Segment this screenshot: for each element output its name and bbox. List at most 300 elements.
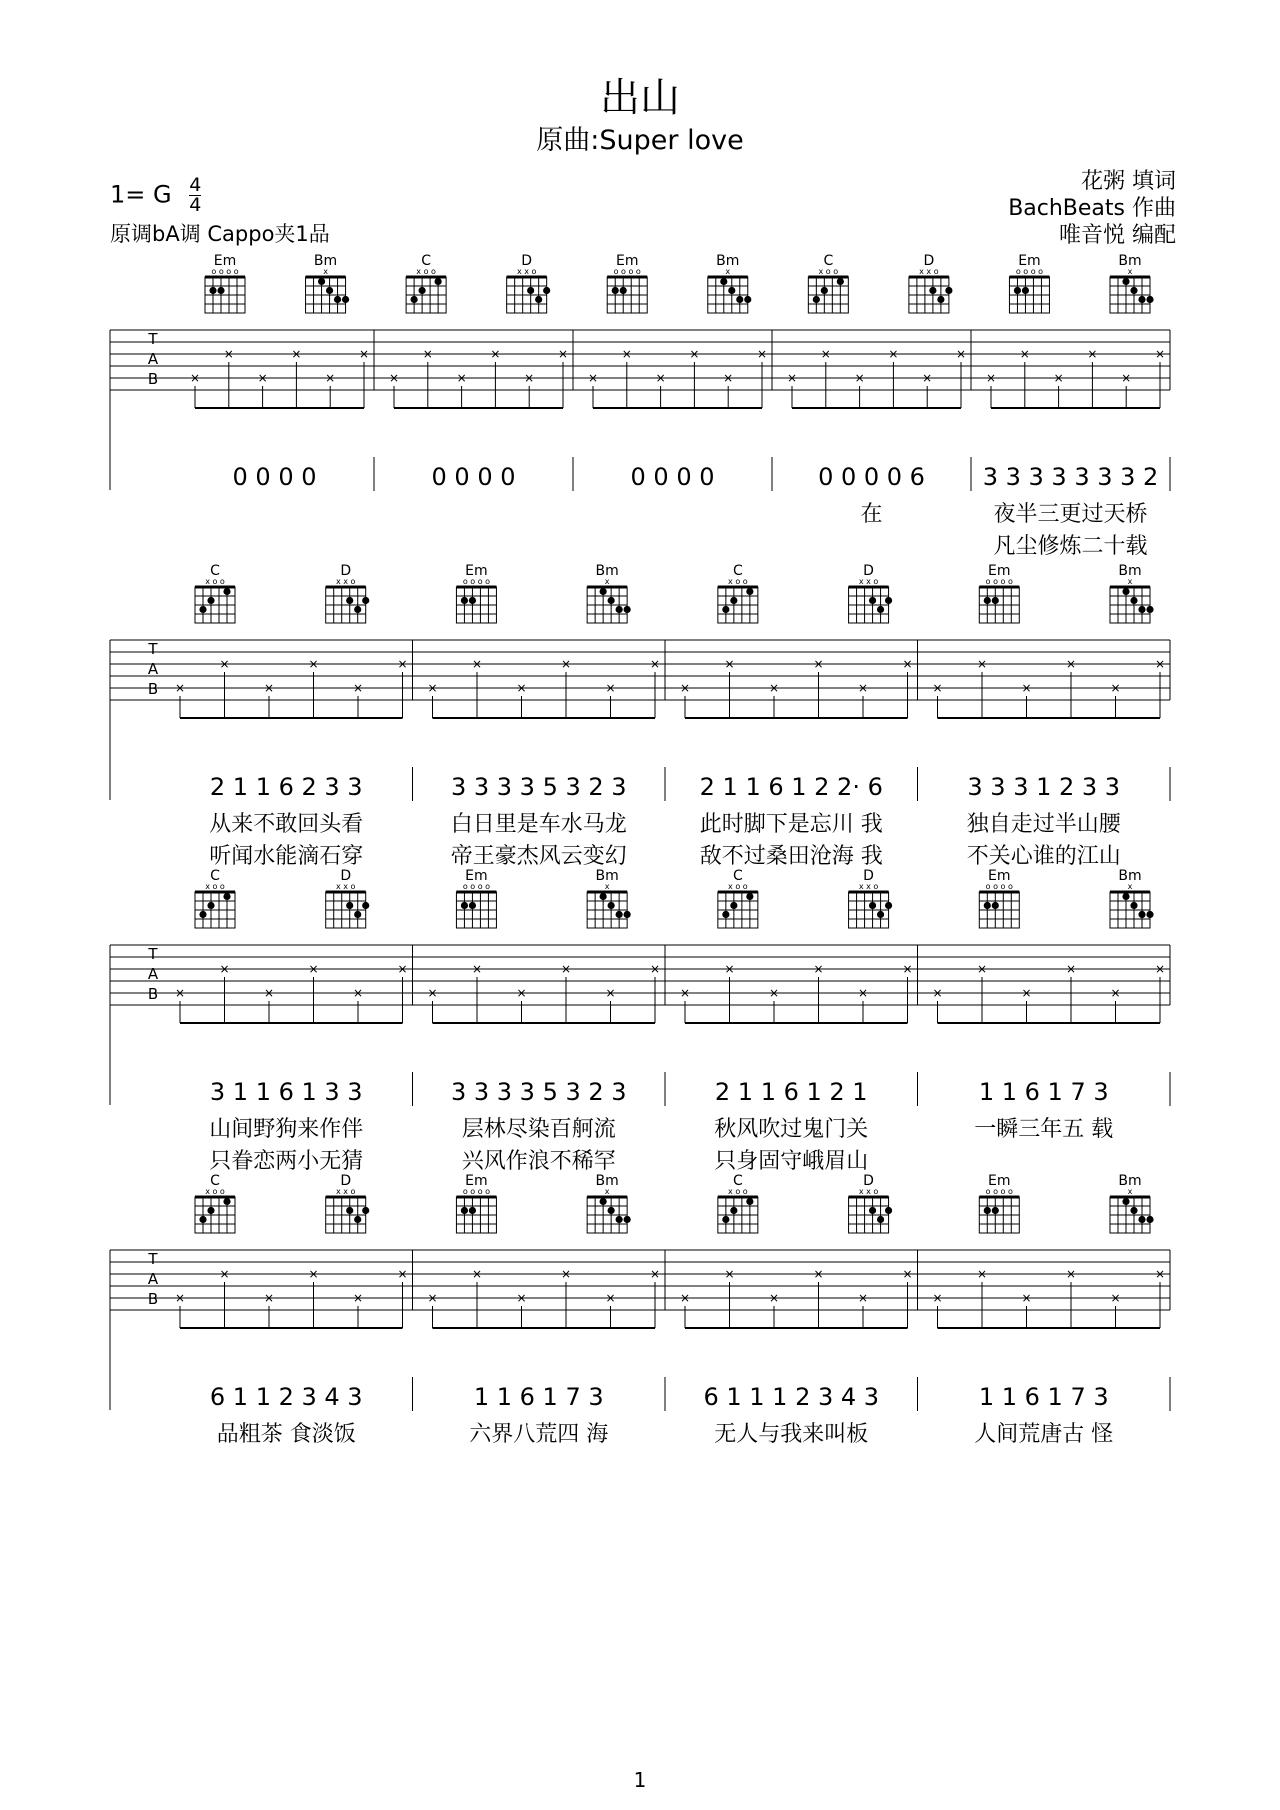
tab-stroke: ×: [649, 962, 661, 976]
song-title: 出山: [600, 75, 680, 121]
tab-stroke: ×: [560, 657, 572, 671]
chord-dot: [746, 588, 753, 595]
chord-dot: [600, 893, 607, 900]
tab-stroke: ×: [820, 347, 831, 361]
tab-stroke: ×: [1154, 657, 1166, 671]
tab-stroke: ×: [1110, 986, 1121, 1000]
tab-stroke: ×: [902, 657, 913, 671]
chord-name: D: [521, 253, 533, 269]
tab-stroke: ×: [308, 1267, 319, 1281]
tab-stroke: ×: [932, 681, 943, 695]
jianpu-measure: 0 0 0 0: [630, 463, 715, 491]
chord-name: D: [340, 563, 352, 579]
jianpu-measure: 0 0 0 0: [431, 463, 516, 491]
tab-stroke: ×: [352, 681, 364, 695]
chord-dot: [929, 287, 936, 294]
tab-stroke: ×: [649, 1267, 661, 1281]
chord-dot: [1122, 588, 1129, 595]
time-sig-bottom: 4: [189, 194, 202, 216]
chord-open-mute: x: [1127, 267, 1133, 276]
tab-stroke: ×: [223, 347, 234, 361]
chord-name: Em: [988, 868, 1011, 884]
chord-dot: [207, 1207, 214, 1214]
chord-dot: [746, 1198, 753, 1205]
tab-clef-a: A: [147, 965, 159, 983]
composer-credit: BachBeats 作曲: [1008, 196, 1176, 221]
chord-dot: [199, 1216, 206, 1223]
chord-dot: [1130, 597, 1137, 604]
chord-name: D: [340, 868, 352, 884]
chord-open-mute: x: [604, 882, 610, 891]
chord-dot: [342, 296, 349, 303]
chord-dot: [527, 287, 534, 294]
chord-dot: [869, 1207, 876, 1214]
chord-dot: [469, 902, 476, 909]
chord-dot: [992, 597, 999, 604]
chord-dot: [1138, 606, 1145, 613]
chord-open-mute: x o o: [818, 267, 839, 276]
lyric-line-1: 层林尽染百舸流: [461, 1117, 616, 1142]
tab-clef-t: T: [148, 640, 158, 658]
tab-stroke: ×: [649, 657, 661, 671]
tab-stroke: ×: [854, 371, 865, 385]
tab-stroke: ×: [1019, 347, 1030, 361]
chord-dot: [1146, 296, 1153, 303]
chord-open-mute: x o o: [728, 577, 748, 586]
tab-stroke: ×: [456, 371, 467, 385]
tab-stroke: ×: [724, 657, 735, 671]
chord-open-mute: o o o o: [462, 1187, 491, 1196]
lyric-line-1: 此时脚下是忘川 我: [699, 812, 883, 837]
tab-stroke: ×: [219, 657, 230, 671]
tab-stroke: ×: [524, 371, 535, 385]
tab-stroke: ×: [621, 347, 632, 361]
jianpu-measure: 3 3 3 3 5 3 2 3: [450, 773, 627, 801]
chord-name: Bm: [595, 868, 619, 884]
tab-stroke: ×: [1065, 657, 1077, 671]
tab-stroke: ×: [358, 347, 370, 361]
chord-dot: [744, 296, 751, 303]
chord-dot: [885, 597, 892, 604]
tab-stroke: ×: [352, 986, 364, 1000]
chord-name: C: [732, 868, 743, 884]
chord-name: Bm: [1118, 563, 1142, 579]
tab-stroke: ×: [857, 1291, 869, 1305]
tab-stroke: ×: [1154, 1267, 1166, 1281]
chord-name: C: [210, 1173, 220, 1189]
tab-stroke: ×: [768, 681, 780, 695]
chord-open-mute: x x o: [858, 882, 879, 891]
tab-stroke: ×: [263, 1291, 275, 1305]
tab-stroke: ×: [557, 347, 569, 361]
tab-stroke: ×: [955, 347, 967, 361]
chord-open-mute: o o o o: [613, 267, 641, 276]
lyric-line-1: 夜半三更过天桥: [993, 502, 1148, 527]
chord-dot: [354, 911, 361, 918]
chord-open-mute: o o o o: [985, 882, 1013, 891]
chord-dot: [984, 902, 991, 909]
tab-clef-b: B: [147, 1290, 159, 1308]
tab-stroke: ×: [291, 347, 302, 361]
chord-dot: [346, 902, 353, 909]
chord-dot: [837, 278, 844, 285]
chord-dot: [984, 597, 991, 604]
chord-dot: [362, 1207, 369, 1214]
chord-open-mute: x: [1127, 1187, 1133, 1196]
chord-open-mute: x: [604, 577, 610, 586]
tab-stroke: ×: [888, 347, 899, 361]
jianpu-measure: 6 1 1 2 3 4 3: [209, 1383, 363, 1411]
chord-dot: [223, 893, 230, 900]
chord-name: Bm: [1118, 868, 1142, 884]
chord-dot: [616, 1216, 623, 1223]
chord-dot: [411, 296, 418, 303]
tab-stroke: ×: [813, 657, 824, 671]
chord-dot: [722, 911, 729, 918]
chord-open-mute: x o o: [728, 882, 748, 891]
chord-dot: [1022, 287, 1029, 294]
tab-stroke: ×: [679, 681, 691, 695]
system-1: [110, 253, 1170, 559]
tab-stroke: ×: [768, 986, 780, 1000]
tab-stroke: ×: [605, 681, 616, 695]
tab-stroke: ×: [976, 1267, 988, 1281]
tab-stroke: ×: [257, 371, 268, 385]
tab-stroke: ×: [723, 371, 734, 385]
chord-name: C: [421, 253, 432, 269]
tab-stroke: ×: [976, 962, 988, 976]
tab-stroke: ×: [490, 347, 501, 361]
chord-dot: [600, 1198, 607, 1205]
chord-name: Bm: [716, 253, 740, 269]
chord-dot: [746, 893, 753, 900]
chord-dot: [318, 278, 325, 285]
tab-stroke: ×: [1053, 371, 1064, 385]
tab-stroke: ×: [932, 986, 943, 1000]
chord-dot: [937, 296, 944, 303]
tab-stroke: ×: [813, 962, 824, 976]
chord-dot: [209, 287, 216, 294]
lyric-line-1: 在: [860, 502, 883, 527]
tab-stroke: ×: [1021, 1291, 1032, 1305]
tab-stroke: ×: [813, 1267, 824, 1281]
tab-stroke: ×: [516, 681, 527, 695]
tab-stroke: ×: [1110, 1291, 1121, 1305]
tab-stroke: ×: [1021, 681, 1032, 695]
chord-dot: [624, 606, 631, 613]
arranger-credit: 唯音悦 编配: [1059, 223, 1176, 248]
chord-dot: [600, 588, 607, 595]
tab-stroke: ×: [388, 371, 400, 385]
tab-stroke: ×: [308, 962, 319, 976]
tab-stroke: ×: [516, 1291, 527, 1305]
chord-dot: [992, 1207, 999, 1214]
tab-stroke: ×: [397, 962, 408, 976]
chord-dot: [885, 1207, 892, 1214]
tab-stroke: ×: [352, 1291, 364, 1305]
chord-dot: [461, 597, 468, 604]
lyric-line-2: 兴风作浪不稀罕: [461, 1149, 616, 1174]
chord-dot: [1122, 278, 1129, 285]
jianpu-measure: 3 1 1 6 1 3 3: [209, 1078, 363, 1106]
chord-name: D: [340, 1173, 352, 1189]
lyric-line-2: 敌不过桑田沧海 我: [699, 844, 883, 869]
chord-dot: [616, 606, 623, 613]
tab-stroke: ×: [689, 347, 700, 361]
chord-name: Em: [615, 253, 639, 269]
tab-clef-b: B: [147, 985, 159, 1003]
chord-name: Em: [1018, 253, 1041, 269]
chord-name: Em: [213, 253, 237, 269]
tab-stroke: ×: [587, 371, 599, 385]
tab-stroke: ×: [679, 1291, 691, 1305]
tab-stroke: ×: [1021, 986, 1032, 1000]
chord-dot: [722, 606, 729, 613]
tab-clef-a: A: [147, 350, 159, 368]
lyric-line-1: 六界八荒四 海: [469, 1422, 609, 1447]
chord-open-mute: x o o: [728, 1187, 748, 1196]
chord-open-mute: x o o: [205, 1187, 225, 1196]
chord-dot: [217, 287, 224, 294]
chord-dot: [435, 278, 442, 285]
chord-dot: [720, 278, 727, 285]
tab-stroke: ×: [219, 962, 230, 976]
tab-stroke: ×: [427, 986, 438, 1000]
chord-open-mute: o o o o: [462, 577, 491, 586]
lyric-line-1: 从来不敢回头看: [209, 812, 364, 837]
chord-dot: [869, 902, 876, 909]
chord-dot: [877, 1216, 884, 1223]
tab-stroke: ×: [560, 1267, 572, 1281]
tab-stroke: ×: [397, 657, 408, 671]
chord-dot: [199, 911, 206, 918]
chord-dot: [624, 1216, 631, 1223]
tab-stroke: ×: [932, 1291, 943, 1305]
tab-stroke: ×: [655, 371, 666, 385]
chord-dot: [326, 287, 333, 294]
chord-dot: [608, 902, 615, 909]
chord-name: D: [923, 253, 935, 269]
chord-dot: [543, 287, 550, 294]
page-number: 1: [633, 1768, 647, 1792]
chord-name: Em: [988, 563, 1011, 579]
chord-dot: [612, 287, 619, 294]
chord-dot: [354, 606, 361, 613]
chord-name: C: [732, 563, 743, 579]
chord-dot: [728, 287, 735, 294]
tab-stroke: ×: [397, 1267, 408, 1281]
chord-dot: [608, 597, 615, 604]
chord-dot: [207, 902, 214, 909]
chord-dot: [1146, 606, 1153, 613]
tab-clef-b: B: [147, 370, 159, 388]
tab-clef-a: A: [147, 1270, 159, 1288]
lyric-line-1: 品粗茶 食淡饭: [216, 1422, 356, 1447]
tab-stroke: ×: [174, 986, 186, 1000]
chord-name: D: [863, 868, 874, 884]
time-sig-top: 4: [189, 174, 202, 196]
tab-stroke: ×: [516, 986, 527, 1000]
chord-dot: [199, 606, 206, 613]
chord-name: D: [863, 1173, 874, 1189]
chord-name: D: [863, 563, 874, 579]
chord-open-mute: x x o: [335, 882, 356, 891]
tab-stroke: ×: [1065, 1267, 1077, 1281]
tab-stroke: ×: [471, 657, 483, 671]
chord-dot: [1122, 893, 1129, 900]
chord-name: Em: [988, 1173, 1011, 1189]
jianpu-measure: 2 1 1 6 1 2 2· 6: [699, 773, 883, 801]
chord-open-mute: o o o o: [1015, 267, 1044, 276]
chord-open-mute: x x o: [858, 577, 879, 586]
chord-name: C: [732, 1173, 743, 1189]
lyric-line-1: 独自走过半山腰: [966, 812, 1121, 837]
chord-dot: [354, 1216, 361, 1223]
tab-stroke: ×: [1110, 681, 1121, 695]
chord-dot: [945, 287, 952, 294]
jianpu-measure: 0 0 0 0: [232, 463, 317, 491]
chord-dot: [984, 1207, 991, 1214]
chord-dot: [223, 1198, 230, 1205]
chord-dot: [1122, 1198, 1129, 1205]
chord-dot: [730, 1207, 737, 1214]
chord-dot: [334, 296, 341, 303]
tab-stroke: ×: [724, 1267, 735, 1281]
tab-stroke: ×: [325, 371, 336, 385]
chord-name: Em: [465, 868, 488, 884]
lyric-line-1: 人间荒唐古 怪: [974, 1422, 1114, 1447]
tab-stroke: ×: [857, 681, 869, 695]
chord-open-mute: x: [1127, 577, 1133, 586]
chord-dot: [620, 287, 627, 294]
chord-name: Bm: [1118, 1173, 1142, 1189]
tab-stroke: ×: [471, 1267, 483, 1281]
chord-dot: [207, 597, 214, 604]
chord-open-mute: x x o: [858, 1187, 879, 1196]
lyric-line-1: 山间野狗来作伴: [209, 1117, 364, 1142]
lyric-line-1: 白日里是车水马龙: [450, 812, 627, 837]
chord-dot: [535, 296, 542, 303]
chord-dot: [885, 902, 892, 909]
chord-open-mute: o o o o: [211, 267, 239, 276]
chord-dot: [1138, 911, 1145, 918]
chord-name: C: [210, 868, 220, 884]
chord-open-mute: x o o: [205, 882, 225, 891]
tab-clef-a: A: [147, 660, 159, 678]
tab-clef-t: T: [148, 945, 158, 963]
chord-dot: [1146, 1216, 1153, 1223]
tab-clef-t: T: [148, 1250, 158, 1268]
chord-open-mute: x: [323, 267, 328, 276]
tab-stroke: ×: [902, 1267, 913, 1281]
chord-open-mute: o o o o: [462, 882, 491, 891]
tab-stroke: ×: [1065, 962, 1077, 976]
chord-dot: [736, 296, 743, 303]
tab-stroke: ×: [174, 1291, 186, 1305]
chord-dot: [616, 911, 623, 918]
jianpu-measure: 0 0 0 0 6: [818, 463, 925, 491]
system-2: [110, 563, 1170, 869]
lyric-line-2: 凡尘修炼二十载: [993, 534, 1148, 559]
chord-dot: [469, 1207, 476, 1214]
chord-name: C: [210, 563, 220, 579]
system-3: [110, 868, 1170, 1174]
jianpu-measure: 3 3 3 3 5 3 2 3: [450, 1078, 627, 1106]
chord-dot: [223, 588, 230, 595]
chord-dot: [730, 597, 737, 604]
tab-stroke: ×: [189, 371, 201, 385]
jianpu-measure: 1 1 6 1 7 3: [978, 1383, 1109, 1411]
tab-stroke: ×: [1154, 962, 1166, 976]
chord-dot: [362, 597, 369, 604]
tab-clef-b: B: [147, 680, 159, 698]
tab-stroke: ×: [560, 962, 572, 976]
tab-stroke: ×: [1121, 371, 1132, 385]
tab-stroke: ×: [786, 371, 798, 385]
tab-stroke: ×: [985, 371, 997, 385]
tab-stroke: ×: [174, 681, 186, 695]
tab-stroke: ×: [605, 1291, 616, 1305]
song-subtitle: 原曲:Super love: [536, 125, 744, 156]
lyric-line-2: 只身固守峨眉山: [714, 1149, 869, 1174]
jianpu-measure: 2 1 1 6 1 2 1: [714, 1078, 868, 1106]
chord-dot: [821, 287, 828, 294]
chord-dot: [469, 597, 476, 604]
chord-open-mute: x o o: [416, 267, 436, 276]
chord-name: Bm: [313, 253, 338, 269]
jianpu-measure: 3 3 3 3 3 3 3 2: [982, 463, 1159, 491]
chord-dot: [1138, 296, 1145, 303]
tab-stroke: ×: [422, 347, 433, 361]
chord-open-mute: o o o o: [985, 577, 1013, 586]
capo-info: 原调bA调 Cappo夹1品: [110, 222, 330, 246]
chord-open-mute: x x o: [919, 267, 939, 276]
chord-dot: [877, 911, 884, 918]
lyric-line-1: 秋风吹过鬼门关: [714, 1117, 869, 1142]
chord-dot: [624, 911, 631, 918]
tab-stroke: ×: [756, 347, 768, 361]
system-4: [110, 1173, 1170, 1447]
chord-dot: [1130, 1207, 1137, 1214]
tab-stroke: ×: [605, 986, 616, 1000]
chord-name: Em: [465, 1173, 488, 1189]
jianpu-measure: 3 3 3 1 2 3 3: [967, 773, 1121, 801]
chord-dot: [813, 296, 820, 303]
chord-name: Bm: [595, 1173, 619, 1189]
chord-open-mute: x x o: [516, 267, 537, 276]
chord-dot: [1146, 911, 1153, 918]
chord-dot: [869, 597, 876, 604]
jianpu-measure: 1 1 6 1 7 3: [473, 1383, 604, 1411]
chord-dot: [1130, 287, 1137, 294]
key-label: 1= G: [110, 180, 172, 209]
chord-name: C: [823, 253, 834, 269]
lyric-line-2: 听闻水能滴石穿: [209, 844, 364, 869]
chord-dot: [461, 902, 468, 909]
chord-dot: [346, 1207, 353, 1214]
lyric-line-1: 无人与我来叫板: [714, 1422, 869, 1447]
chord-open-mute: o o o o: [985, 1187, 1013, 1196]
chord-open-mute: x x o: [335, 577, 356, 586]
chord-dot: [730, 902, 737, 909]
chord-open-mute: x: [1127, 882, 1133, 891]
lyric-line-2: 只眷恋两小无猜: [209, 1149, 364, 1174]
tab-stroke: ×: [1087, 347, 1098, 361]
jianpu-measure: 1 1 6 1 7 3: [978, 1078, 1109, 1106]
lyric-line-2: 帝王豪杰风云变幻: [450, 844, 627, 869]
chord-dot: [461, 1207, 468, 1214]
tab-stroke: ×: [427, 1291, 438, 1305]
